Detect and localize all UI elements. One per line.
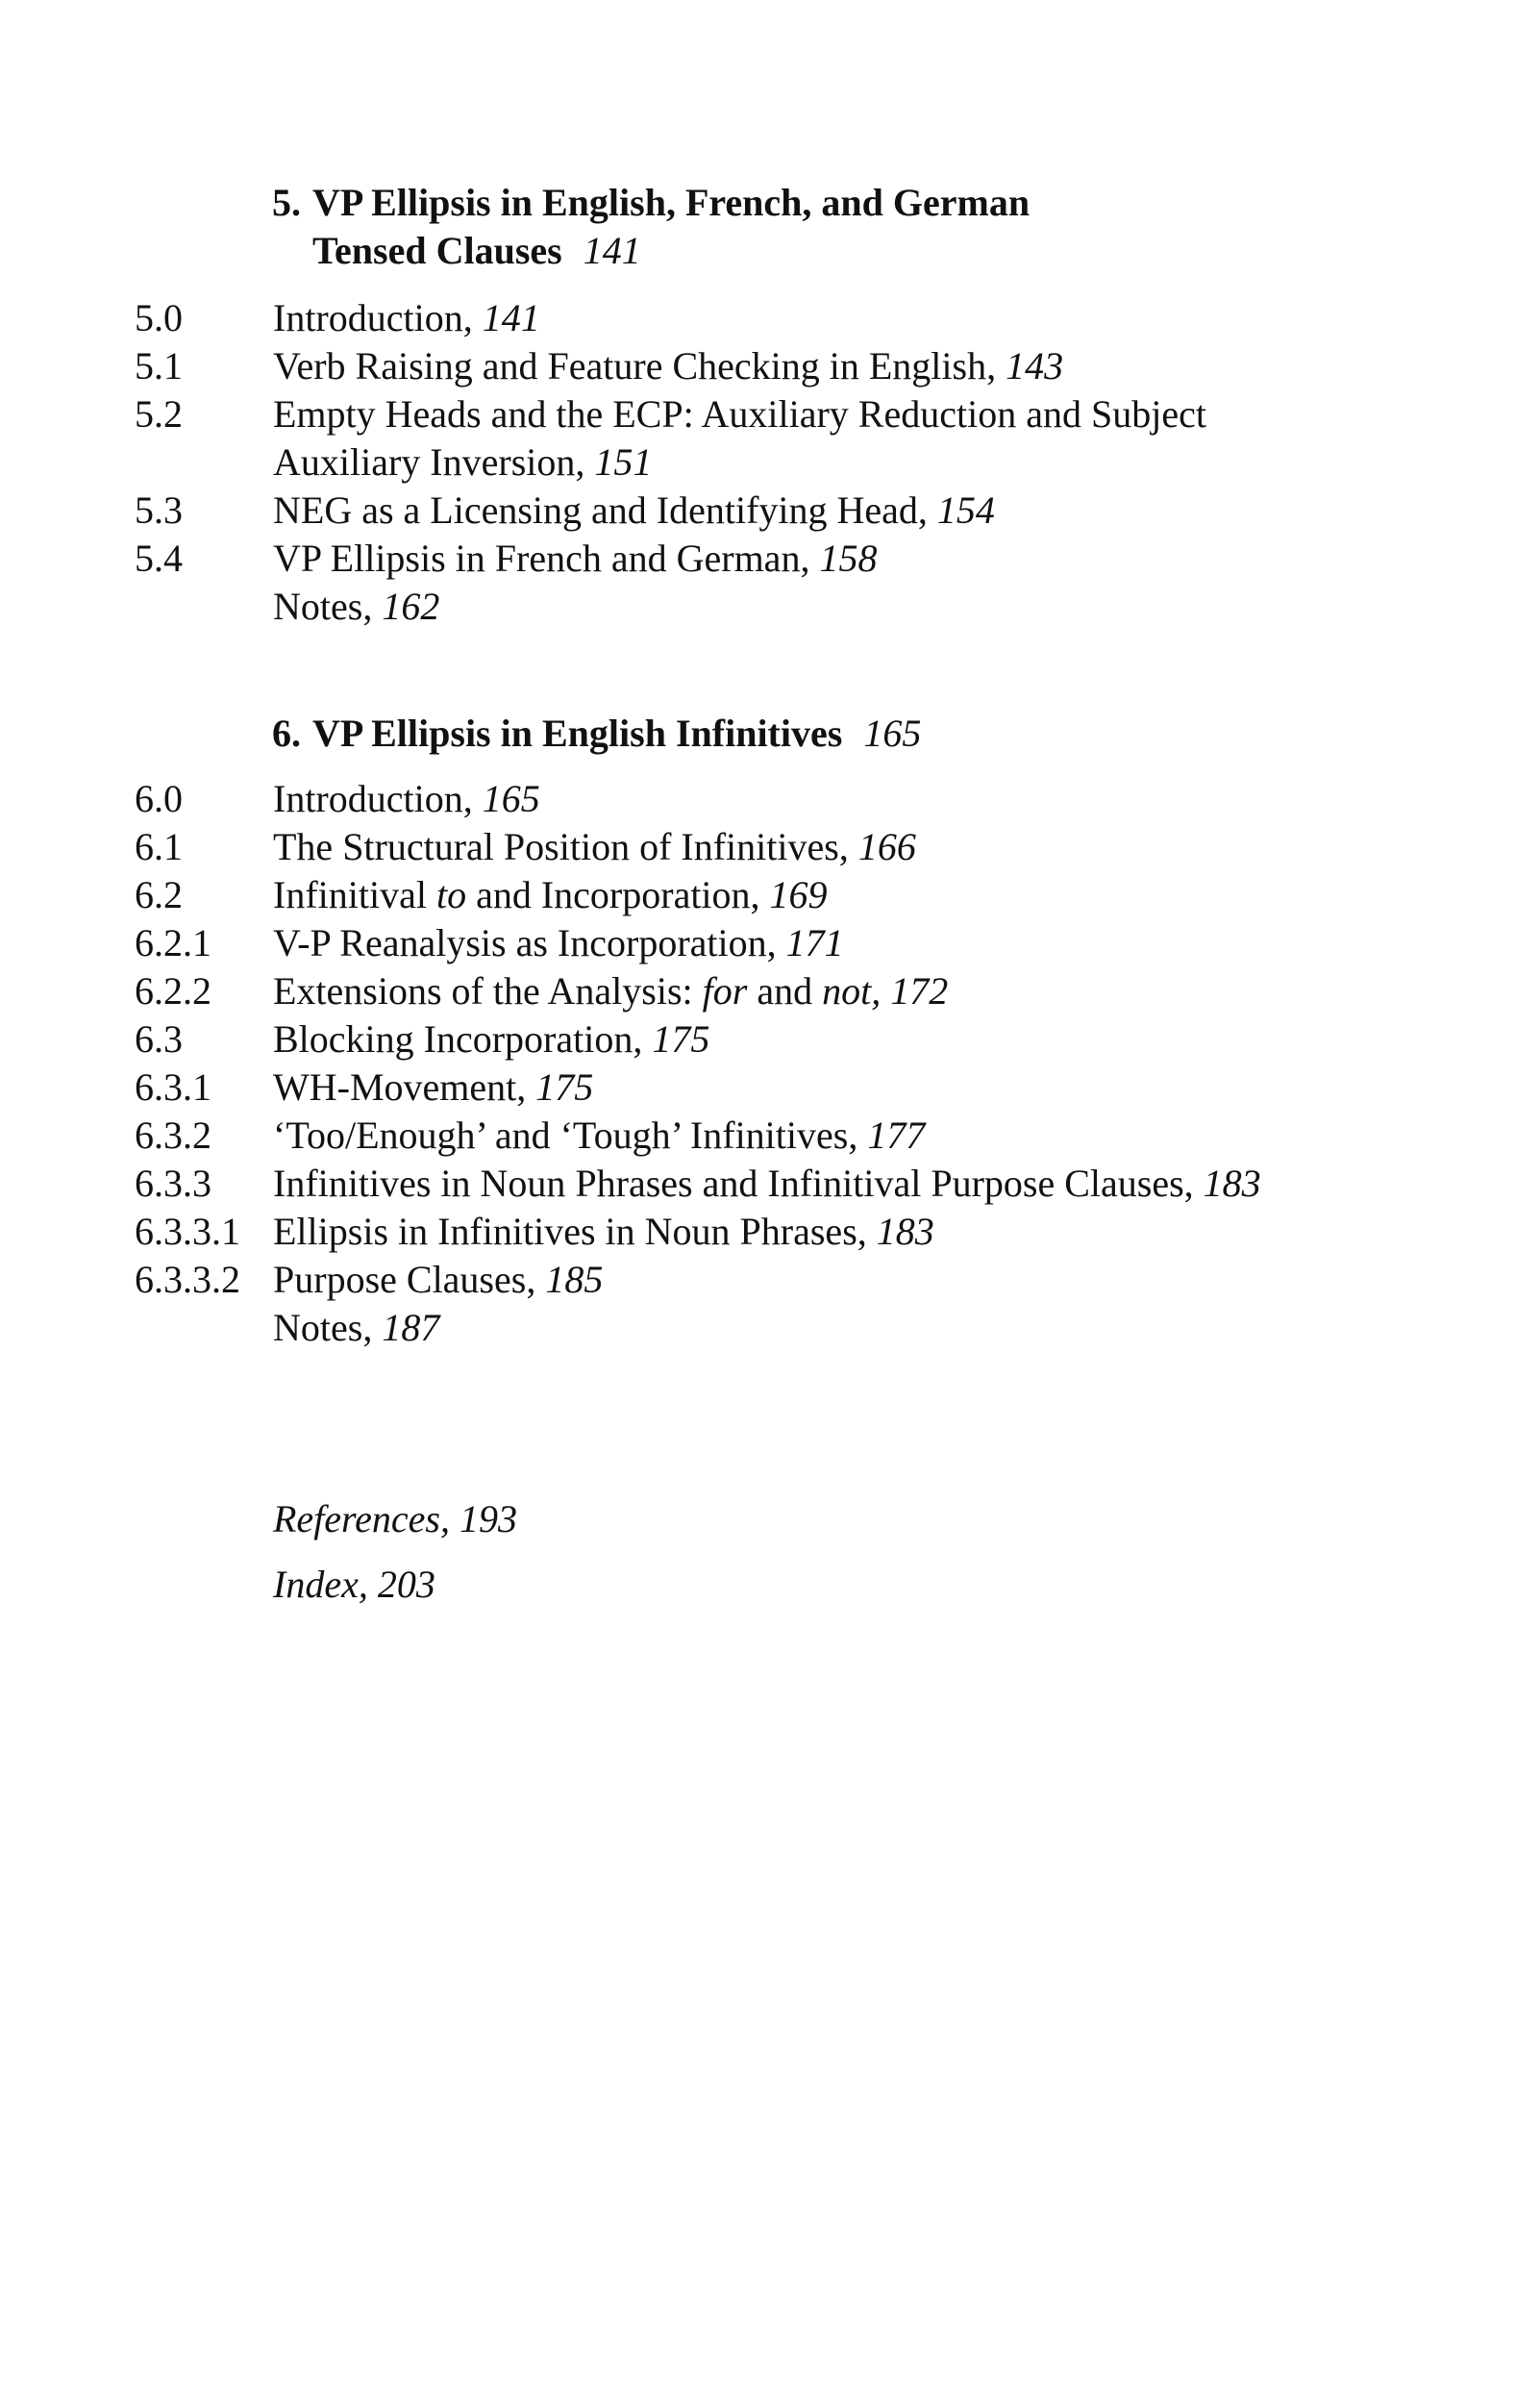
entry-title: Notes, bbox=[273, 1306, 373, 1349]
chapter-5-title-line1: VP Ellipsis in English, French, and German bbox=[312, 181, 1031, 224]
chapter-5-page: 141 bbox=[583, 229, 641, 272]
entry-page: 169 bbox=[769, 873, 828, 916]
entry-page: 172 bbox=[890, 969, 949, 1013]
entry-title: Empty Heads and the ECP: Auxiliary Reduction and Subject bbox=[273, 392, 1206, 436]
section-number: 5.4 bbox=[135, 537, 183, 580]
section-number: 6.2.1 bbox=[135, 921, 211, 964]
entry-title: The Structural Position of Infinitives, bbox=[273, 825, 849, 868]
entry-title: V-P Reanalysis as Incorporation, bbox=[273, 921, 777, 964]
section-number: 6.3.3 bbox=[135, 1162, 211, 1205]
section-number: 6.2 bbox=[135, 873, 183, 916]
section-number: 5.2 bbox=[135, 392, 183, 436]
entry-title: Introduction, bbox=[273, 777, 473, 820]
entry-page: 141 bbox=[482, 296, 540, 339]
chapter-5-number: 5. bbox=[272, 181, 301, 224]
entry-title-part: Extensions of the Analysis: bbox=[273, 969, 703, 1013]
entry-page: 166 bbox=[857, 825, 916, 868]
section-number: 5.0 bbox=[135, 296, 183, 339]
entry-page: 143 bbox=[1006, 344, 1064, 388]
entry-title-part: Infinitival bbox=[273, 873, 436, 916]
chapter-6-heading bbox=[272, 710, 921, 758]
entry-title-emphasis: for bbox=[702, 969, 748, 1013]
chapter-6-page: 165 bbox=[863, 712, 922, 755]
entry-title: Purpose Clauses, bbox=[273, 1258, 536, 1301]
chapter-5-heading bbox=[272, 179, 1030, 275]
entry-title: NEG as a Licensing and Identifying Head, bbox=[273, 488, 928, 532]
section-number: 6.3 bbox=[135, 1017, 183, 1061]
entry-title-part: and Incorporation, bbox=[466, 873, 760, 916]
entry-title: VP Ellipsis in French and German, bbox=[273, 537, 810, 580]
entry-title: Introduction, bbox=[273, 296, 473, 339]
index-entry: Index, 203 bbox=[273, 1563, 435, 1606]
entry-page: 154 bbox=[936, 488, 995, 532]
entry-title: WH-Movement, bbox=[273, 1065, 527, 1109]
entry-page: 183 bbox=[1203, 1162, 1261, 1205]
entry-title: Ellipsis in Infinitives in Noun Phrases, bbox=[273, 1210, 867, 1253]
entry-page: 175 bbox=[652, 1017, 710, 1061]
entry-page: 187 bbox=[382, 1306, 440, 1349]
entry-page: 183 bbox=[876, 1210, 934, 1253]
chapter-6-number: 6. bbox=[272, 712, 301, 755]
section-number: 5.3 bbox=[135, 488, 183, 532]
entry-page: 158 bbox=[819, 537, 878, 580]
entry-title-emphasis: to bbox=[435, 873, 467, 916]
chapter-5-title-line2: Tensed Clauses bbox=[312, 229, 562, 272]
entry-page: 177 bbox=[867, 1114, 926, 1157]
entry-page: 165 bbox=[482, 777, 540, 820]
section-number: 6.2.2 bbox=[135, 969, 211, 1013]
references-entry: References, 193 bbox=[273, 1497, 517, 1540]
entry-title: Blocking Incorporation, bbox=[273, 1017, 643, 1061]
entry-page: 175 bbox=[535, 1065, 594, 1109]
section-number: 6.3.2 bbox=[135, 1114, 211, 1157]
entry-title: Notes, bbox=[273, 585, 373, 628]
entry-page: 151 bbox=[594, 440, 653, 484]
entry-page: 171 bbox=[785, 921, 844, 964]
section-number: 5.1 bbox=[135, 344, 183, 388]
section-number: 6.3.1 bbox=[135, 1065, 211, 1109]
entry-title: ‘Too/Enough’ and ‘Tough’ Infinitives, bbox=[273, 1114, 858, 1157]
entry-title-part: and bbox=[747, 969, 823, 1013]
entry-title: Verb Raising and Feature Checking in English, bbox=[273, 344, 997, 388]
entry-title: Auxiliary Inversion, bbox=[273, 440, 585, 484]
entry-title-emphasis: not, bbox=[822, 969, 882, 1013]
entry-page: 162 bbox=[382, 585, 440, 628]
entry-page: 185 bbox=[545, 1258, 604, 1301]
section-number: 6.3.3.1 bbox=[135, 1210, 240, 1253]
chapter-6-title: VP Ellipsis in English Infinitives bbox=[312, 712, 843, 755]
section-number: 6.1 bbox=[135, 825, 183, 868]
section-number: 6.3.3.2 bbox=[135, 1258, 240, 1301]
entry-title: Infinitives in Noun Phrases and Infinitival Purpose Clauses, bbox=[273, 1162, 1194, 1205]
section-number: 6.0 bbox=[135, 777, 183, 820]
